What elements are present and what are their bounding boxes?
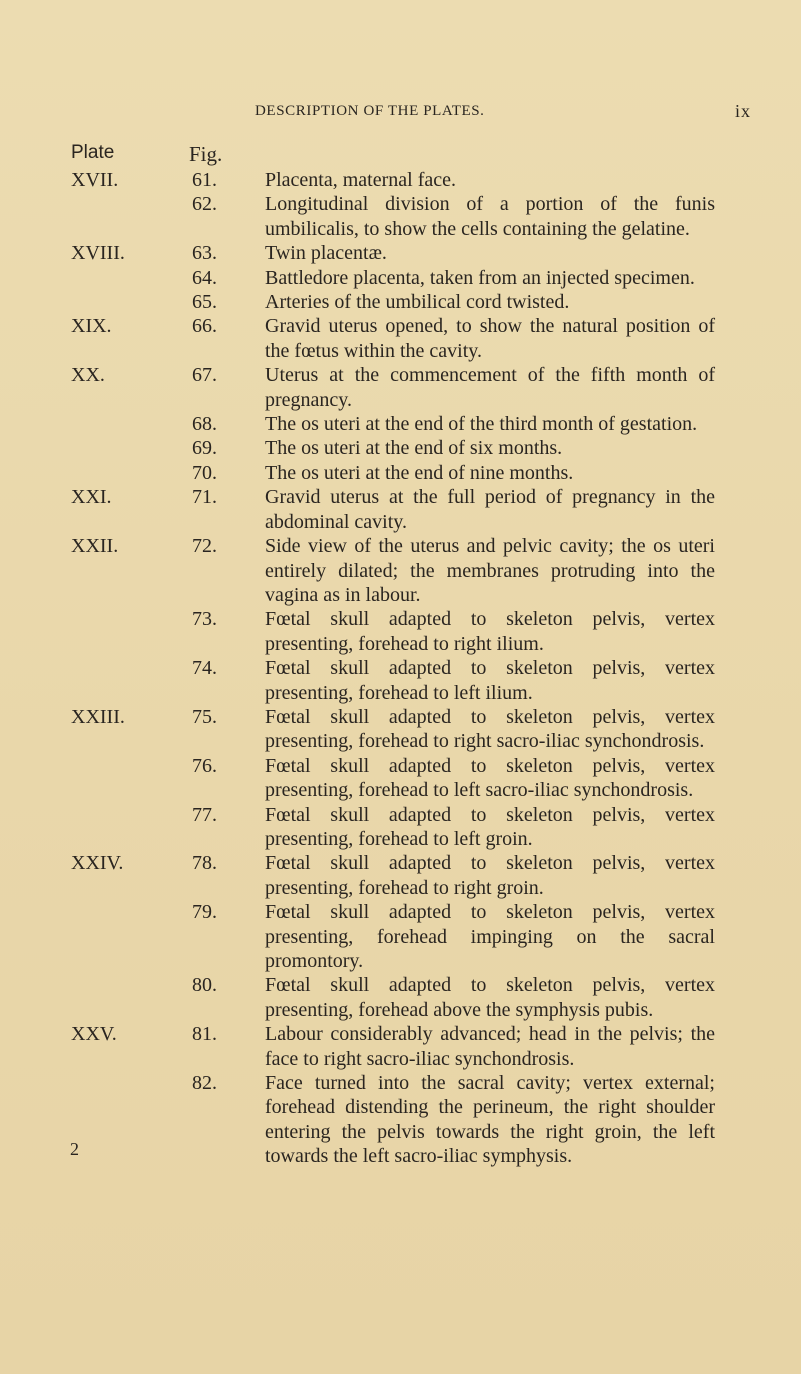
figure-number: 71. xyxy=(192,486,217,509)
figure-number: 82. xyxy=(192,1072,217,1095)
figure-description: Fœtal skull adapted to skeleton pelvis, vertex presenting, forehead to left sacro-iliac synchondrosis. xyxy=(265,754,715,802)
figure-number: 81. xyxy=(192,1023,217,1046)
figure-number: 62. xyxy=(192,193,217,216)
figure-description: Twin placentæ. xyxy=(265,242,387,265)
list-item xyxy=(0,1022,801,1071)
figure-number: 78. xyxy=(192,852,217,875)
figure-description: The os uteri at the end of six months. xyxy=(265,437,563,460)
figure-number: 77. xyxy=(192,803,217,826)
figure-number: 75. xyxy=(192,705,217,728)
figure-description: Uterus at the commencement of the fifth month of pregnancy. xyxy=(265,364,715,411)
plate-number: XVII. xyxy=(71,169,119,191)
figure-description: Fœtal skull adapted to skeleton pelvis, vertex presenting, forehead to left ilium. xyxy=(265,657,715,704)
figure-description: Fœtal skull adapted to skeleton pelvis, vertex presenting, forehead to right sacro-iliac synchondrosis. xyxy=(265,705,715,753)
figure-number: 67. xyxy=(192,364,217,387)
list-item xyxy=(0,851,801,900)
running-title: DESCRIPTION OF THE PLATES. xyxy=(255,103,485,119)
figure-description: Battledore placenta, taken from an injected specimen. xyxy=(265,266,695,289)
figure-description: Labour considerably advanced; head in the pelvis; the face to right sacro-iliac synchondrosis. xyxy=(265,1023,715,1070)
figure-description: Fœtal skull adapted to skeleton pelvis, vertex presenting, forehead to right groin. xyxy=(265,852,715,899)
fig-column-heading: Fig. xyxy=(189,142,223,166)
plate-number: XXII. xyxy=(71,535,119,558)
figure-description: Gravid uterus opened, to show the natural position of the fœtus within the cavity. xyxy=(265,315,715,362)
list-item xyxy=(0,656,801,705)
list-item xyxy=(0,1071,801,1169)
plate-number: XIX. xyxy=(71,315,112,338)
plate-number: XVIII. xyxy=(71,242,125,265)
list-item xyxy=(0,534,801,607)
plate-number: XXIV. xyxy=(71,852,124,875)
figure-number: 66. xyxy=(192,315,217,338)
list-item xyxy=(0,973,801,1022)
figure-description: The os uteri at the end of nine months. xyxy=(265,461,574,484)
figure-number: 61. xyxy=(192,169,217,191)
plate-number: XXV. xyxy=(71,1023,117,1046)
list-item xyxy=(0,241,801,265)
figure-number: 63. xyxy=(192,242,217,265)
plate-number: XXIII. xyxy=(71,705,125,728)
figure-number: 74. xyxy=(192,657,217,680)
list-item xyxy=(0,363,801,412)
list-item xyxy=(0,436,801,460)
figure-description: Face turned into the sacral cavity; vertex external; forehead distending the perineum, the right shoulder entering the pelvis towards the right groin, the left towards the left sacro-iliac symphysis. xyxy=(265,1072,715,1168)
figure-description: Fœtal skull adapted to skeleton pelvis, vertex presenting, forehead to right ilium. xyxy=(265,608,715,655)
figure-description: Fœtal skull adapted to skeleton pelvis, vertex presenting, forehead above the symphysis pubis. xyxy=(265,974,715,1021)
plate-column-heading: Plate xyxy=(71,142,115,163)
running-head xyxy=(0,103,801,133)
list-item xyxy=(0,461,801,485)
page-number: ix xyxy=(735,101,752,121)
plate-figure-list xyxy=(0,168,801,1169)
figure-number: 79. xyxy=(192,901,217,924)
figure-description: Arteries of the umbilical cord twisted. xyxy=(265,291,570,314)
list-item xyxy=(0,192,801,241)
figure-description: Longitudinal division of a portion of the funis umbilicalis, to show the cells containing the gelatine. xyxy=(265,193,715,240)
figure-description: Placenta, maternal face. xyxy=(265,169,456,191)
figure-number: 69. xyxy=(192,437,217,460)
plate-number: XX. xyxy=(71,364,105,387)
list-item xyxy=(0,900,801,973)
list-item xyxy=(0,754,801,803)
figure-number: 80. xyxy=(192,974,217,997)
list-item xyxy=(0,607,801,656)
figure-number: 70. xyxy=(192,461,217,484)
figure-description: The os uteri at the end of the third month of gestation. xyxy=(265,413,698,436)
list-item xyxy=(0,412,801,436)
list-item xyxy=(0,803,801,852)
list-item xyxy=(0,705,801,754)
list-item xyxy=(0,290,801,314)
figure-number: 72. xyxy=(192,535,217,558)
figure-description: Fœtal skull adapted to skeleton pelvis, vertex presenting, forehead impinging on the sacral promontory. xyxy=(265,901,715,972)
figure-description: Gravid uterus at the full period of pregnancy in the abdominal cavity. xyxy=(265,486,715,533)
signature-mark: 2 xyxy=(70,1139,79,1159)
figure-number: 68. xyxy=(192,413,217,436)
list-item xyxy=(0,168,801,192)
plate-number: XXI. xyxy=(71,486,112,509)
figure-number: 76. xyxy=(192,754,217,777)
figure-number: 64. xyxy=(192,266,217,289)
figure-number: 65. xyxy=(192,291,217,314)
list-item xyxy=(0,485,801,534)
figure-description: Fœtal skull adapted to skeleton pelvis, vertex presenting, forehead to left groin. xyxy=(265,803,715,850)
figure-description: Side view of the uterus and pelvic cavity; the os uteri entirely dilated; the membranes protruding into the vagina as in labour. xyxy=(265,535,715,606)
list-item xyxy=(0,266,801,290)
list-item xyxy=(0,314,801,363)
figure-number: 73. xyxy=(192,608,217,631)
